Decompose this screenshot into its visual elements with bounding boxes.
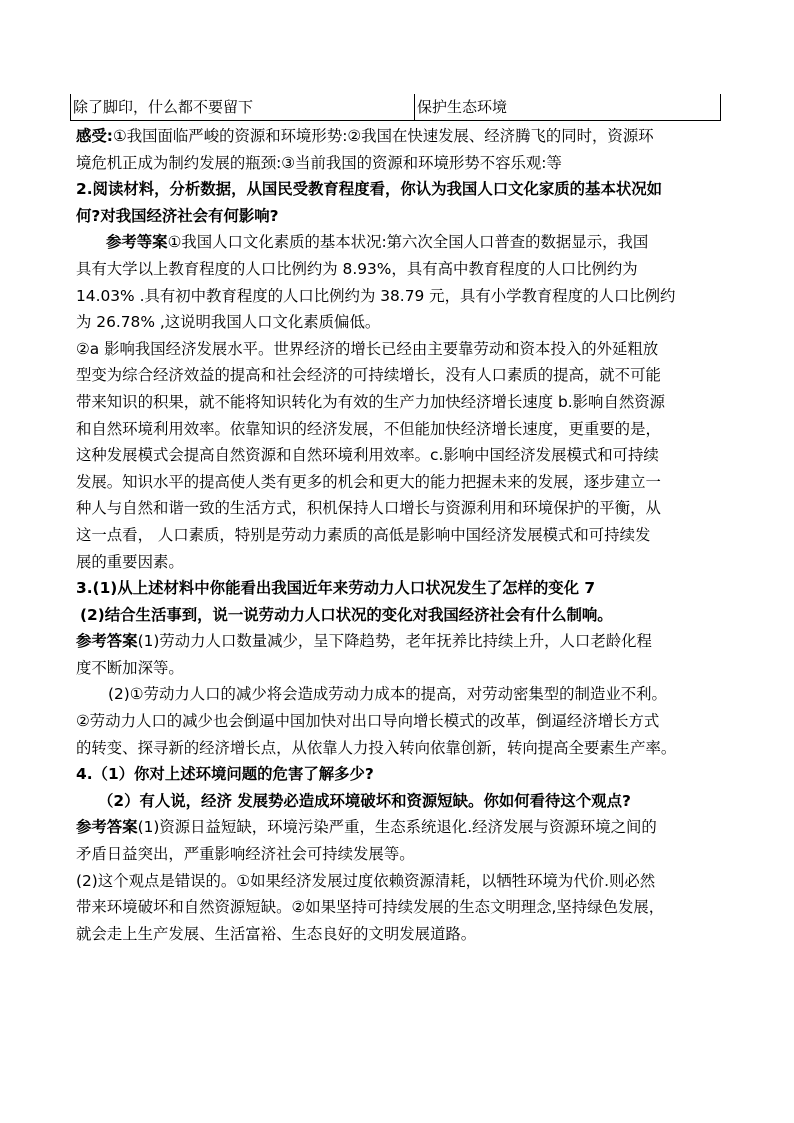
body-text: 带来环境破坏和自然资源短缺。②如果坚持可持续发展的生态文明理念,坚持绿色发展， [76, 898, 665, 917]
text-line [76, 868, 736, 895]
body-text: 具有大学以上教育程度的人口比例约为 8.93%，具有高中教育程度的人口比例约为 [76, 259, 638, 278]
body-text: 的转变、探寻新的经济增长点，从依靠人力投入转向依靠创新，转向提高全要素生产率。 [76, 738, 677, 757]
body-text: (1)劳动力人口数量减少，呈下降趋势，老年抚养比持续上升，人口老龄化程 [137, 632, 652, 651]
body-text: 这一点看， 人口素质，特别是劳动力素质的高低是影响中国经济发展模式和可持续发 [76, 525, 651, 544]
text-line [76, 549, 736, 576]
text-line [76, 628, 736, 655]
bold-text: 4.（1）你对上述环境问题的危害了解多少? [76, 765, 374, 784]
text-line [76, 735, 736, 762]
table-cell-left: 除了脚印，什么都不要留下 [70, 94, 415, 121]
bold-text: 参考答案 [76, 818, 138, 837]
text-line [76, 442, 736, 469]
body-text: 和自然环境利用效率。依靠知识的经济发展，不但能加快经济增长速度，更重要的是， [76, 419, 661, 438]
body-text: 展的重要因素。 [76, 552, 184, 571]
body-text: 这种发展模式会提高自然资源和自然环境利用效率。c.影响中国经济发展模式和可持续 [76, 446, 659, 465]
bold-text: 何?对我国经济社会有何影响? [76, 206, 279, 225]
text-line [76, 389, 736, 416]
body-text: 种人与自然和谐一致的生活方式，积机保持人口增长与资源利用和环境保护的平衡，从 [76, 499, 661, 518]
text-line [76, 681, 736, 708]
text-line [76, 788, 736, 815]
body-text: 度不断加深等。 [76, 658, 184, 677]
text-line [76, 176, 736, 203]
body-text: ①我国面临严峻的资源和环境形势:②我国在快速发展、经济腾飞的同时，资源环 [112, 127, 654, 145]
body-text: 就会走上生产发展、生活富裕、生态良好的文明发展道路。 [76, 924, 477, 943]
text-line [76, 416, 736, 443]
text-line [76, 203, 736, 230]
text-line [76, 495, 736, 522]
text-line [76, 522, 736, 549]
body-text: (1)资源日益短缺，环境污染严重，生态系统退化.经济发展与资源环境之间的 [137, 818, 657, 837]
text-line [76, 761, 736, 788]
bold-text: 3.(1)从上述材料中你能看出我国近年来劳动力人口状况发生了怎样的变化 7 [76, 579, 596, 598]
body-text: ②劳动力人口的减少也会倒逼中国加快对出口导向增长模式的改革，倒逼经济增长方式 [76, 712, 660, 731]
text-line [76, 894, 736, 921]
bold-text: 参考答案 [76, 632, 138, 651]
body-text: 境危机正成为制约发展的瓶颈:③当前我国的资源和环境形势不容乐观:等 [76, 153, 562, 172]
body-text: 带来知识的积果，就不能将知识转化为有效的生产力加快经济增长速度 b.影响自然资源 [76, 392, 666, 411]
text-line [76, 256, 736, 283]
body-text: 型变为综合经济效益的提高和社会经济的可持续增长，没有人口素质的提高，就不可能 [76, 366, 661, 385]
body-text: 矛盾日益突出，严重影响经济社会可持续发展等。 [76, 845, 415, 864]
body-text: (2)①劳动力人口的减少将会造成劳动力成本的提高，对劳动密集型的制造业不利。 [108, 685, 667, 704]
body-text: ①我国人口文化素质的基本状况:第六次全国人口普查的数据显示，我国 [167, 233, 649, 252]
text-line [76, 602, 736, 629]
text-line [76, 362, 736, 389]
bold-text: （2）有人说，经济 发展势必造成环境破坏和资源短缺。你如何看待这个观点? [98, 791, 631, 810]
text-line [76, 814, 736, 841]
text-line [76, 921, 736, 948]
table-cell-right: 保护生态环境 [415, 94, 721, 121]
text-line [76, 309, 736, 336]
text-line [76, 150, 736, 177]
text-line [76, 336, 736, 363]
text-line [76, 841, 736, 868]
bold-text: 感受: [76, 127, 113, 145]
text-line [76, 708, 736, 735]
bold-text: 2.阅读材料，分析数据，从国民受教育程度看，你认为我国人口文化家质的基本状况如 [76, 180, 663, 199]
body-text: (2)这个观点是错误的。①如果经济发展过度依赖资源清耗，以牺牲环境为代价.则必然 [76, 871, 656, 890]
body-text: 发展。知识水平的提高使人类有更多的机会和更大的能力把握未来的发展，逐步建立一 [76, 472, 661, 491]
text-line [76, 123, 736, 150]
body-text: 为 26.78% ,这说明我国人口文化素质偏低。 [76, 313, 381, 332]
bold-text: (2)结合生活事到，说一说劳动力人口状况的变化对我国经济社会有什么制响。 [80, 605, 613, 624]
table [70, 94, 721, 123]
text-line [76, 229, 736, 256]
body-text: ②a 影响我国经济发展水平。世界经济的增长已经由主要靠劳动和资本投入的外延粗放 [76, 339, 659, 358]
text-line [76, 655, 736, 682]
body-text: 14.03% .具有初中教育程度的人口比例约为 38.79 元，具有小学教育程度的人口比例约 [76, 286, 676, 305]
document-body [76, 123, 736, 947]
text-line [76, 575, 736, 602]
bold-text: 参考等案 [106, 233, 168, 252]
text-line [76, 469, 736, 496]
text-line [76, 283, 736, 310]
